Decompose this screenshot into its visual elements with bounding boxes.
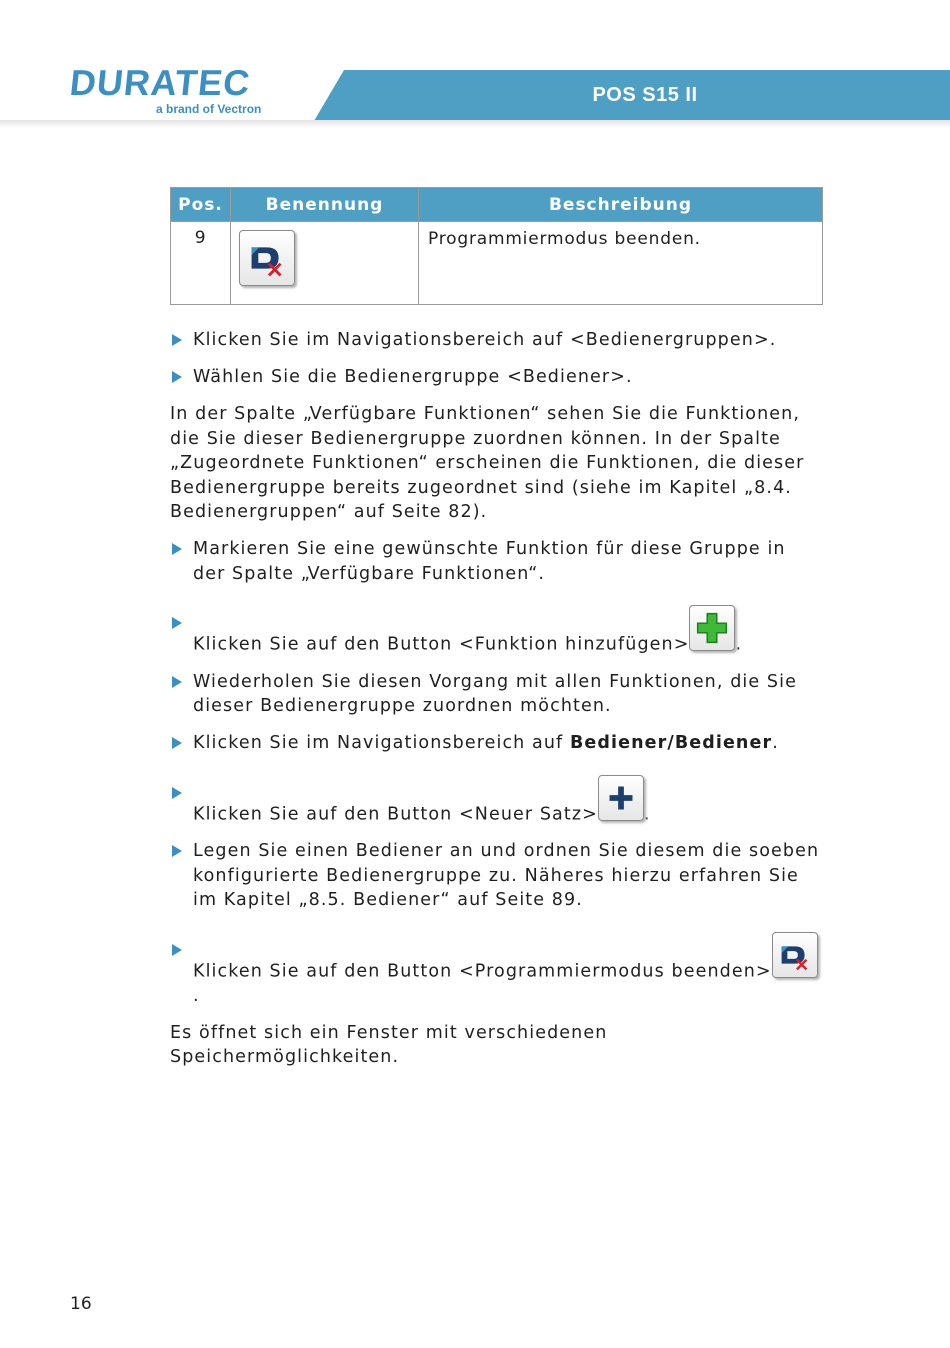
instructions bbox=[170, 328, 820, 1082]
period: . bbox=[772, 733, 779, 753]
list-item bbox=[170, 839, 820, 913]
cell-pos: 9 bbox=[171, 222, 231, 305]
header-pos: Pos. bbox=[171, 188, 231, 222]
list-item bbox=[170, 938, 820, 1009]
list-item-text: Wiederholen Sie diesen Vorgang mit allen Funktionen, die Sie dieser Bedienergruppe zuordnen möchten. bbox=[193, 671, 797, 716]
period: . bbox=[643, 804, 651, 824]
bullet-arrow-icon bbox=[172, 371, 182, 383]
list-item-text: Markieren Sie eine gewünschte Funktion für diese Gruppe in der Spalte „Verfügbare Funktionen“. bbox=[193, 539, 786, 584]
bullet-arrow-icon bbox=[172, 944, 182, 956]
programming-mode-exit-icon bbox=[239, 230, 295, 286]
page-header bbox=[0, 0, 950, 130]
programming-mode-exit-icon bbox=[772, 932, 818, 978]
list-item-text: Klicken Sie auf den Button <Programmiermodus beenden> bbox=[193, 961, 772, 981]
bullet-arrow-icon bbox=[172, 676, 182, 688]
list-item-text: Legen Sie einen Bediener an und ordnen Sie diesem die soeben konfigurierte Bedienergruppe zu. Näheres hierzu erfahren Sie im Kapitel „8.5. Bediener“ auf Seite 89. bbox=[193, 841, 820, 910]
list-item bbox=[170, 611, 820, 657]
bold-term: Bediener/Bediener bbox=[569, 733, 773, 753]
header-benennung: Benennung bbox=[231, 188, 419, 222]
function-table bbox=[170, 187, 823, 305]
list-item-text: Klicken Sie im Navigationsbereich auf bbox=[193, 733, 570, 753]
paragraph: In der Spalte „Verfügbare Funktionen“ sehen Sie die Funktionen, die Sie dieser Bedienergruppe zuordnen können. In der Spalte „Zugeordnete Funktionen“ erscheinen die Funktionen, die dieser Bedienergruppe bereits zugeordnet sind (siehe im Kapitel „8.4. Bedienergruppen“ auf Seite 82). bbox=[170, 404, 805, 522]
header-divider bbox=[0, 120, 950, 128]
bullet-arrow-icon bbox=[172, 334, 182, 346]
list-item-text: Klicken Sie auf den Button <Neuer Satz> bbox=[193, 804, 598, 824]
cell-benennung bbox=[231, 222, 419, 305]
table-header-row bbox=[171, 188, 823, 222]
list-item bbox=[170, 328, 820, 353]
bullet-arrow-icon bbox=[172, 737, 182, 749]
list-item bbox=[170, 731, 820, 756]
list-item-text: Klicken Sie auf den Button <Funktion hinzufügen> bbox=[193, 634, 690, 655]
period: . bbox=[193, 985, 200, 1006]
period: . bbox=[735, 634, 743, 655]
list-item bbox=[170, 365, 820, 390]
green-plus-icon bbox=[689, 605, 735, 651]
blue-plus-icon bbox=[598, 775, 644, 821]
bullet-arrow-icon bbox=[172, 617, 182, 629]
bullet-arrow-icon bbox=[172, 543, 182, 555]
list-item bbox=[170, 537, 820, 586]
bullet-arrow-icon bbox=[172, 787, 182, 799]
header-beschreibung: Beschreibung bbox=[419, 188, 823, 222]
product-title: POS S15 II bbox=[592, 84, 698, 106]
list-item bbox=[170, 670, 820, 719]
bullet-arrow-icon bbox=[172, 845, 182, 857]
paragraph: Es öffnet sich ein Fenster mit verschiedenen Speichermöglichkeiten. bbox=[170, 1022, 608, 1067]
duratec-logo bbox=[67, 62, 300, 120]
list-item bbox=[170, 781, 820, 827]
table-row bbox=[171, 222, 823, 305]
list-item-text: Wählen Sie die Bedienergruppe <Bediener>. bbox=[193, 367, 633, 387]
logo-wordmark: DURATEC bbox=[67, 62, 253, 103]
cell-beschreibung: Programmiermodus beenden. bbox=[419, 222, 823, 305]
logo-tagline: a brand of Vectron bbox=[156, 102, 262, 116]
list-item-text: Klicken Sie im Navigationsbereich auf <Bedienergruppen>. bbox=[193, 330, 777, 350]
page-number: 16 bbox=[70, 1294, 92, 1314]
